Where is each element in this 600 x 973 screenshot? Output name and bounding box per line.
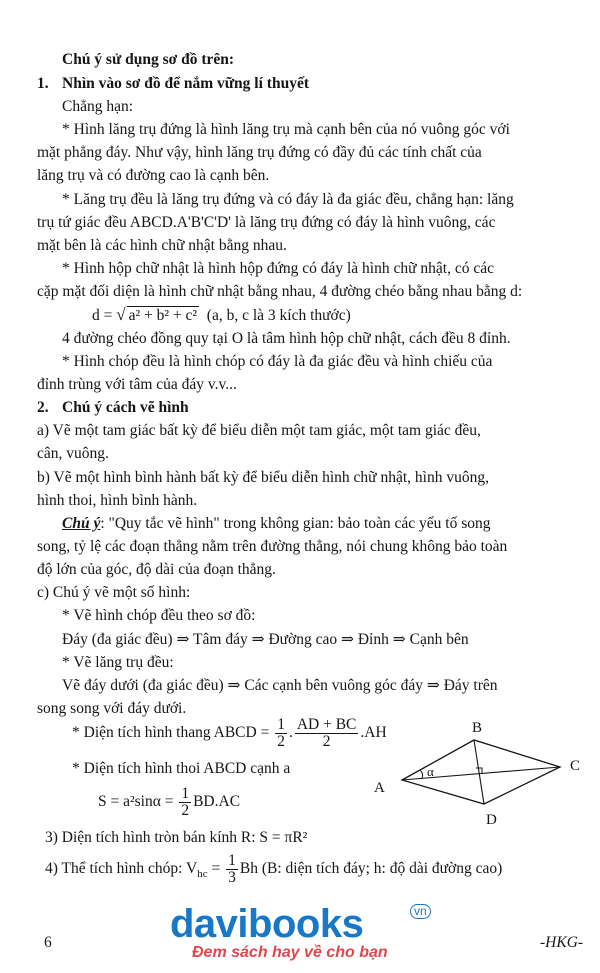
s1-p2-line2: trụ tứ giác đều ABCD.A'B'C'D' là lăng trụ đứng có đáy là hình vuông, các	[37, 214, 496, 231]
trap-lhs: * Diện tích hình thang ABCD =	[72, 724, 270, 741]
trap-frac2: $\frac{AD + BC}{2}$	[296, 715, 357, 750]
s1-p5-line2: đỉnh trùng với tâm của đáy v.v...	[37, 376, 237, 393]
note-line3: độ lớn của góc, độ dài của đoạn thẳng.	[37, 561, 276, 578]
angle-arc	[420, 770, 423, 778]
s1-p1-line2: mặt phẳng đáy. Như vậy, hình lăng trụ đứng có đầy đủ các tính chất của	[37, 144, 482, 161]
label-b: B	[472, 720, 483, 736]
s1-p1-line1: * Hình lăng trụ đứng là hình lăng trụ mà cạnh bên của nó vuông góc với	[62, 121, 510, 138]
section-1-title: Nhìn vào sơ đồ để nắm vững lí thuyết	[62, 75, 309, 92]
s2-b-line2: hình thoi, hình bình hành.	[37, 492, 198, 509]
davibooks-logo	[170, 902, 430, 962]
s1-p1-line3: lăng trụ và có đường cao là cạnh bên.	[37, 167, 270, 184]
logo-tagline: Đem sách hay về cho bạn	[192, 944, 388, 961]
s1-p2-line3: mặt bên là các hình chữ nhật bằng nhau.	[37, 237, 287, 254]
label-a: A	[374, 780, 385, 796]
section-3: 3) Diện tích hình tròn bán kính R: S = πR²	[45, 829, 308, 846]
formula-d-note: (a, b, c là 3 kích thước)	[206, 307, 351, 324]
s2-a-line2: cân, vuông.	[37, 445, 109, 462]
s2-a-line1: a) Vẽ một tam giác bất kỳ để biểu diễn một tam giác, một tam giác đều,	[37, 422, 481, 439]
heading: Chú ý sử dụng sơ đồ trên:	[62, 51, 235, 68]
s1-p5-line1: * Hình chóp đều là hình chóp có đáy là đa giác đều và hình chiếu của	[62, 353, 493, 370]
sqrt-icon: √	[116, 305, 126, 324]
rhombus-frac: $\frac{1}{2}$	[181, 784, 190, 819]
note-text: : "Quy tắc vẽ hình" trong không gian: bảo toàn các yếu tố song	[100, 515, 491, 532]
rhombus-outline	[402, 740, 560, 804]
formula-diagonal	[92, 305, 351, 326]
prism-label: * Vẽ lăng trụ đều:	[62, 654, 174, 671]
label-d: D	[486, 812, 497, 828]
pyramid-flow: Đáy (đa giác đều) ⇒ Tâm đáy ⇒ Đường cao ⇒ Đỉnh ⇒ Cạnh bên	[62, 631, 469, 648]
formula-d-lhs: d =	[92, 307, 113, 324]
logo-text: davibooks	[170, 902, 364, 946]
logo-badge: vn	[410, 904, 431, 919]
s1-p3-line2: cặp mặt đối diện là hình chữ nhật bằng nhau, 4 đường chéo bằng nhau bằng d:	[37, 283, 523, 300]
section-2-title: Chú ý cách vẽ hình	[62, 399, 189, 416]
note-line2: song, tỷ lệ các đoạn thẳng nằm trên đường thẳng, nói chung không bảo toàn	[37, 538, 508, 555]
prism-flow-line2: song song với đáy dưới.	[37, 700, 187, 717]
rhombus-label: * Diện tích hình thoi ABCD cạnh a	[72, 760, 291, 777]
prism-flow-line1: Vẽ đáy dưới (đa giác đều) ⇒ Các cạnh bên vuông góc đáy ⇒ Đáy trên	[62, 677, 498, 694]
s2-b-line1: b) Vẽ một hình bình hành bất kỳ để biểu diễn hình chữ nhật, hình vuông,	[37, 469, 489, 486]
note-line1	[62, 514, 491, 534]
label-c: C	[570, 758, 581, 774]
section-2-number: 2.	[37, 399, 49, 416]
pyramid-volume-frac: $\frac{1}{3}$	[228, 851, 236, 886]
section-1-number: 1.	[37, 75, 49, 92]
s1-intro: Chẳng hạn:	[62, 98, 134, 115]
s1-p2-line1: * Lăng trụ đều là lăng trụ đứng và có đáy là đa giác đều, chẳng hạn: lăng	[62, 191, 514, 208]
trapezoid-formula: * Diện tích hình thang ABCD = $\frac{1}{2}$ . $\frac{AD + BC}{2}$ .AH	[72, 715, 387, 750]
s2-c: c) Chú ý vẽ một số hình:	[37, 584, 191, 601]
section-4: 4) Thể tích hình chóp: $V_{hc}$ = $\frac{1}{3}$ Bh (B: diện tích đáy; h: độ dài đường cao)	[45, 851, 503, 886]
trap-frac1: $\frac{1}{2}$	[277, 715, 285, 750]
s1-p4: 4 đường chéo đồng quy tại O là tâm hình hộp chữ nhật, cách đều 8 đỉnh.	[62, 330, 511, 347]
formula-d-radicand: a² + b² + c²	[128, 307, 198, 324]
rhombus-formula: S = a²sinα = $\frac{1}{2}$ BD.AC	[98, 784, 241, 819]
label-alpha: α	[427, 764, 434, 779]
note-label: Chú ý	[62, 515, 101, 532]
s1-p3-line1: * Hình hộp chữ nhật là hình hộp đứng có đáy là hình chữ nhật, có các	[62, 260, 494, 277]
pyramid-label: * Vẽ hình chóp đều theo sơ đồ:	[62, 607, 256, 624]
rhombus-figure	[372, 712, 600, 830]
right-mark: -HKG-	[540, 934, 584, 951]
page-number: 6	[44, 934, 52, 951]
